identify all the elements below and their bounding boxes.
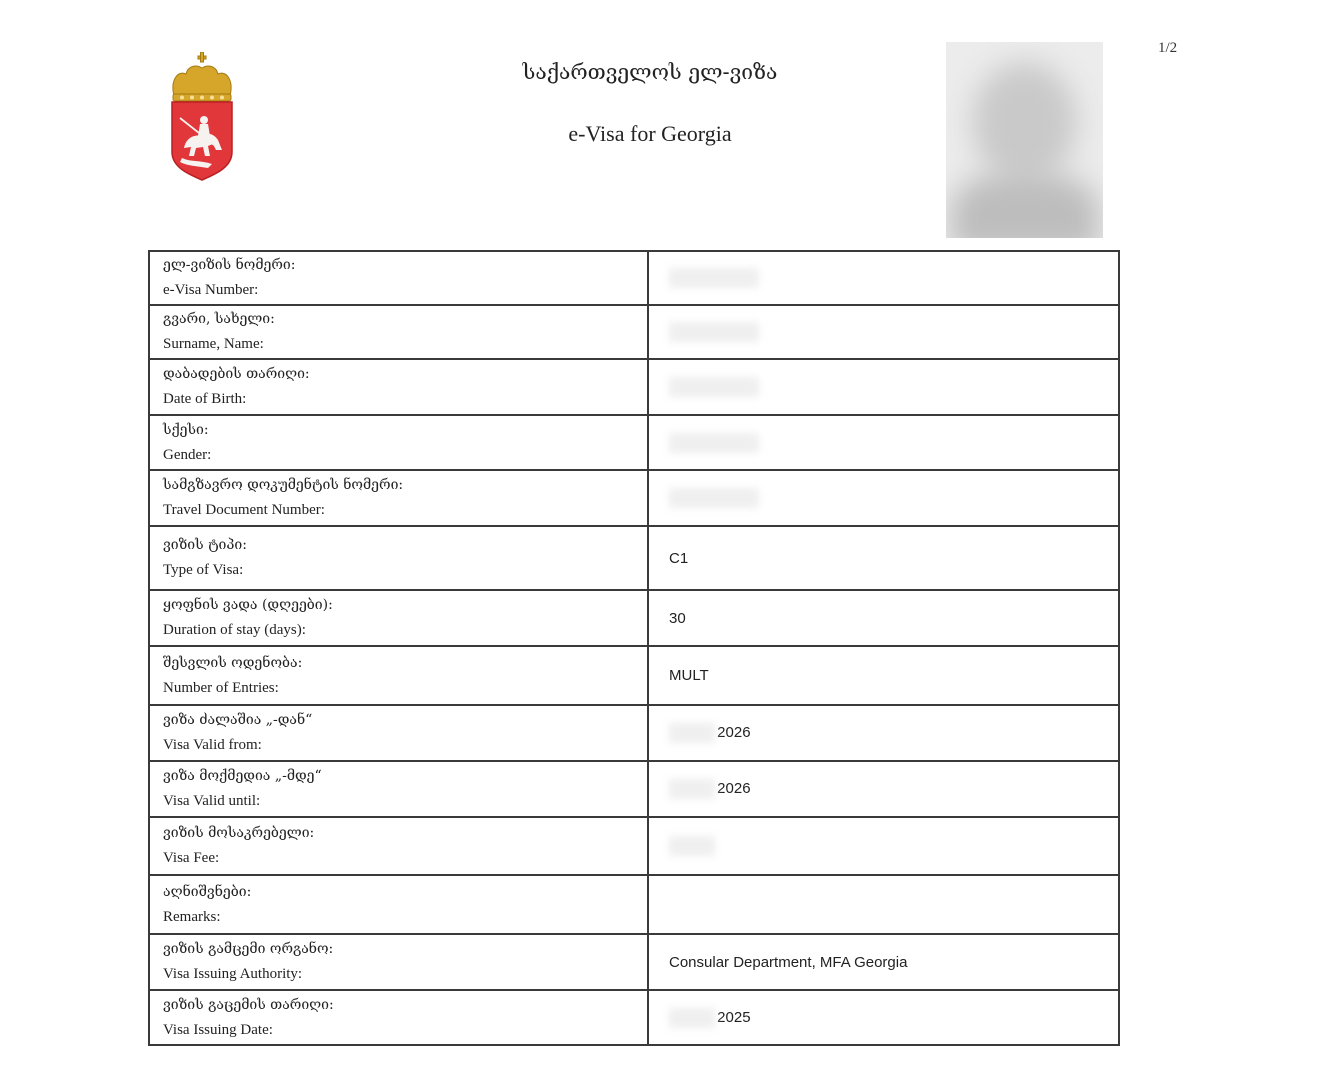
label-english: e-Visa Number: — [163, 282, 259, 298]
label-georgian: სქესი: — [163, 421, 209, 438]
row-label — [149, 817, 648, 875]
label-georgian: ვიზა მოქმედია „-მდე“ — [163, 768, 322, 784]
label-english: Visa Issuing Date: — [163, 1021, 273, 1038]
row-value — [648, 415, 1119, 470]
row-label — [149, 470, 648, 526]
value-text: 2026 — [717, 723, 751, 741]
label-english: Remarks: — [163, 908, 221, 925]
row-value — [648, 305, 1119, 359]
redacted-value — [669, 488, 759, 508]
title-georgian: საქართველოს ელ-ვიზა — [522, 60, 778, 84]
table-row — [149, 590, 1119, 646]
redacted-value — [669, 433, 759, 453]
label-georgian: ყოფნის ვადა (დღეები): — [163, 597, 333, 613]
row-value — [648, 590, 1119, 646]
table-row — [149, 990, 1119, 1045]
label-english: Date of Birth: — [163, 391, 247, 407]
row-label — [149, 251, 648, 305]
label-english: Number of Entries: — [163, 679, 279, 696]
row-value — [648, 761, 1119, 817]
applicant-photo-blurred — [946, 42, 1103, 238]
label-georgian: შესვლის ოდენობა: — [163, 654, 303, 671]
georgia-coat-of-arms-icon — [160, 52, 244, 184]
table-row — [149, 251, 1119, 305]
label-georgian: დაბადების თარიღი: — [163, 366, 310, 382]
table-row — [149, 305, 1119, 359]
label-georgian: აღნიშვნები: — [163, 883, 252, 900]
row-value — [648, 359, 1119, 415]
redacted-value — [669, 377, 759, 397]
redacted-value — [669, 322, 759, 342]
label-english: Visa Fee: — [163, 850, 220, 866]
row-label — [149, 934, 648, 990]
visa-details-table — [148, 250, 1120, 1046]
value-text: 30 — [669, 609, 686, 627]
row-value — [648, 705, 1119, 761]
row-label — [149, 761, 648, 817]
redacted-value — [669, 779, 715, 799]
row-value — [648, 934, 1119, 990]
table-row — [149, 359, 1119, 415]
redacted-value — [669, 1008, 715, 1028]
label-georgian: სამგზავრო დოკუმენტის ნომერი: — [163, 477, 404, 493]
label-georgian: ვიზის გამცემი ორგანო: — [163, 941, 334, 957]
label-english: Visa Valid from: — [163, 737, 262, 753]
title-english: e-Visa for Georgia — [568, 121, 732, 146]
value-text: Consular Department, MFA Georgia — [669, 953, 908, 971]
row-value — [648, 817, 1119, 875]
page-number: 1/2 — [1158, 40, 1178, 56]
row-label — [149, 359, 648, 415]
row-label — [149, 875, 648, 934]
redacted-value — [669, 836, 715, 856]
label-georgian: ვიზის მოსაკრებელი: — [163, 825, 315, 841]
row-label — [149, 705, 648, 761]
value-text: C1 — [669, 549, 689, 567]
table-row — [149, 875, 1119, 934]
redacted-value — [669, 723, 715, 743]
table-row — [149, 526, 1119, 590]
table-row — [149, 817, 1119, 875]
label-english: Duration of stay (days): — [163, 622, 306, 638]
row-label — [149, 415, 648, 470]
row-label — [149, 526, 648, 590]
row-label — [149, 305, 648, 359]
row-value — [648, 990, 1119, 1045]
row-value — [648, 470, 1119, 526]
label-english: Type of Visa: — [163, 562, 244, 578]
label-english: Gender: — [163, 446, 212, 463]
value-text: 2026 — [717, 779, 751, 797]
row-label — [149, 646, 648, 705]
label-georgian: ვიზა ძალაშია „-დან“ — [163, 712, 313, 728]
row-value — [648, 251, 1119, 305]
label-english: Visa Valid until: — [163, 793, 261, 809]
redacted-value — [669, 268, 759, 288]
table-row — [149, 470, 1119, 526]
value-text: 2025 — [717, 1008, 751, 1026]
label-english: Surname, Name: — [163, 336, 264, 352]
label-english: Visa Issuing Authority: — [163, 966, 303, 982]
row-label — [149, 590, 648, 646]
table-row — [149, 415, 1119, 470]
table-row — [149, 761, 1119, 817]
table-row — [149, 934, 1119, 990]
row-label — [149, 990, 648, 1045]
label-georgian: გვარი, სახელი: — [163, 311, 275, 327]
label-georgian: ვიზის ტიპი: — [163, 537, 247, 553]
table-row — [149, 646, 1119, 705]
row-value — [648, 526, 1119, 590]
label-georgian: ელ-ვიზის ნომერი: — [163, 257, 296, 273]
label-english: Travel Document Number: — [163, 502, 325, 518]
value-text: MULT — [669, 667, 709, 684]
table-row — [149, 705, 1119, 761]
label-georgian: ვიზის გაცემის თარიღი: — [163, 996, 334, 1013]
row-value — [648, 646, 1119, 705]
row-value — [648, 875, 1119, 934]
